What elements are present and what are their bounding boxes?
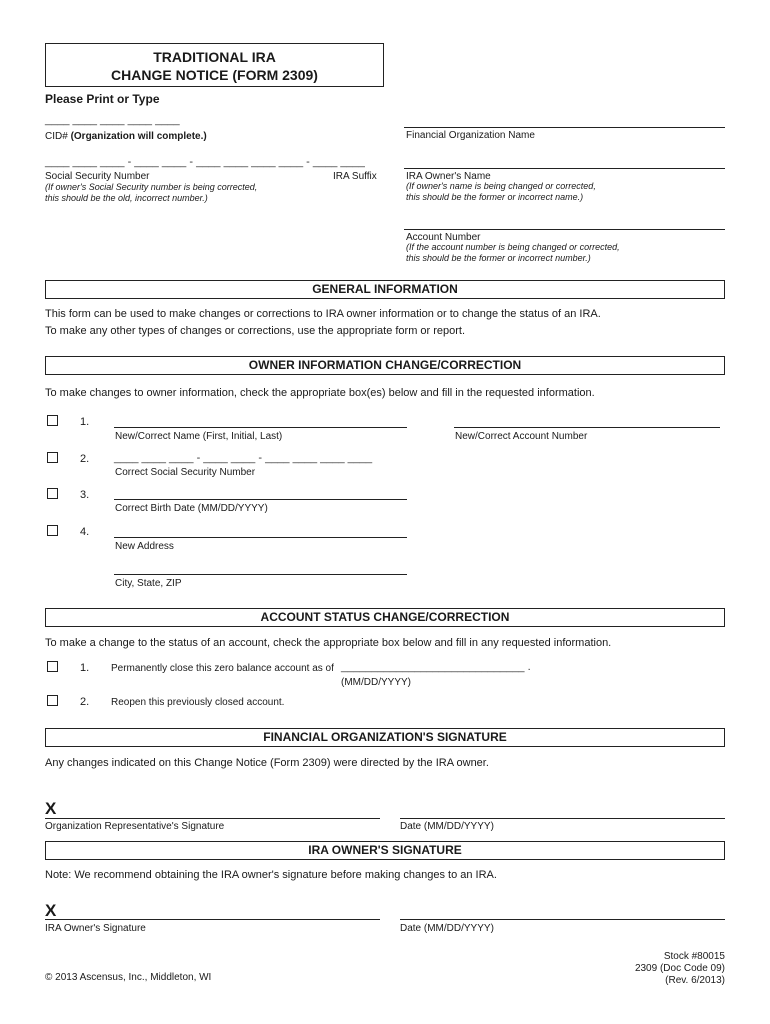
item4-number: 4.: [80, 526, 90, 538]
birth-date-checkbox[interactable]: [47, 488, 58, 499]
owner-sig-label: IRA Owner's Signature: [45, 923, 146, 934]
new-address-line[interactable]: [114, 537, 407, 538]
new-address-checkbox[interactable]: [47, 525, 58, 536]
owner-change-header: OWNER INFORMATION CHANGE/CORRECTION: [45, 356, 725, 375]
new-name-label: New/Correct Name (First, Initial, Last): [115, 431, 283, 442]
stock-number: Stock #80015: [663, 951, 725, 962]
fin-sig-date-label: Date (MM/DD/YYYY): [400, 821, 494, 832]
owner-name-note-line1: (If owner's name is being changed or corrected,: [406, 181, 596, 191]
cid-blanks[interactable]: ____ ____ ____ ____ ____: [45, 114, 180, 126]
owner-name-note-line2: this should be the former or incorrect name.): [406, 192, 584, 202]
owner-sig-note: Note: We recommend obtaining the IRA owner's signature before making changes to an IRA.: [45, 869, 497, 881]
owner-name-line[interactable]: [404, 168, 725, 169]
fin-sig-header: FINANCIAL ORGANIZATION'S SIGNATURE: [45, 728, 725, 747]
form-title-line1: TRADITIONAL IRA: [153, 49, 276, 65]
owner-sig-date-line[interactable]: [400, 919, 725, 920]
owner-change-intro: To make changes to owner information, check the appropriate box(es) below and fill in the requested information.: [45, 387, 595, 399]
fin-sig-line[interactable]: [45, 818, 380, 819]
city-state-zip-label: City, State, ZIP: [115, 578, 182, 589]
status-item2-number: 2.: [80, 696, 90, 708]
owner-sig-header: IRA OWNER'S SIGNATURE: [45, 841, 725, 860]
ssn-note: [45, 182, 257, 204]
new-name-line[interactable]: [114, 427, 407, 428]
doc-code: 2309 (Doc Code 09): [634, 963, 725, 974]
close-date-hint: (MM/DD/YYYY): [341, 677, 411, 688]
correct-ssn-checkbox[interactable]: [47, 452, 58, 463]
reopen-account-text: Reopen this previously closed account.: [111, 697, 285, 708]
new-address-label: New Address: [115, 541, 174, 552]
account-status-intro: To make a change to the status of an account, check the appropriate box below and fill in any requested information.: [45, 637, 612, 649]
fin-org-name-line[interactable]: [404, 127, 725, 128]
stock-block: [635, 951, 725, 987]
cid-label: [45, 131, 207, 142]
owner-sig-date-label: Date (MM/DD/YYYY): [400, 923, 494, 934]
new-account-number-label: New/Correct Account Number: [455, 431, 588, 442]
owner-name-label: IRA Owner's Name: [406, 171, 491, 182]
general-info-line1: This form can be used to make changes or corrections to IRA owner information or to change the status of an IRA.: [45, 308, 601, 320]
fin-sig-x-mark: X: [45, 799, 57, 818]
owner-sig-line[interactable]: [45, 919, 380, 920]
new-name-checkbox[interactable]: [47, 415, 58, 426]
owner-name-note: [406, 181, 596, 203]
ira-suffix-label: IRA Suffix: [333, 171, 377, 182]
item2-number: 2.: [80, 453, 90, 465]
reopen-account-checkbox[interactable]: [47, 695, 58, 706]
ssn-label: Social Security Number: [45, 171, 150, 182]
status-item1-number: 1.: [80, 662, 90, 674]
fin-sig-date-line[interactable]: [400, 818, 725, 819]
item1-number: 1.: [80, 416, 90, 428]
form-title-line2: CHANGE NOTICE (FORM 2309): [111, 67, 318, 83]
fin-sig-label: Organization Representative's Signature: [45, 821, 225, 832]
account-number-note-line1: (If the account number is being changed or corrected,: [406, 242, 620, 252]
revision: (Rev. 6/2013): [665, 975, 725, 986]
correct-ssn-label: Correct Social Security Number: [115, 467, 256, 478]
item3-number: 3.: [80, 489, 90, 501]
form-title-box: [45, 43, 384, 87]
general-info-header: GENERAL INFORMATION: [45, 280, 725, 299]
general-info-line2: To make any other types of changes or corrections, use the appropriate form or report.: [45, 325, 466, 337]
close-account-checkbox[interactable]: [47, 661, 58, 672]
account-number-note-line2: this should be the former or incorrect number.): [406, 253, 591, 263]
fin-sig-text: Any changes indicated on this Change Notice (Form 2309) were directed by the IRA owner.: [45, 757, 489, 769]
print-note: Please Print or Type: [45, 92, 160, 106]
ssn-blanks[interactable]: ____ ____ ____ - ____ ____ - ____ ____ ____ ____ - ____ ____: [45, 156, 365, 168]
cid-label-prefix: CID#: [45, 131, 68, 142]
fin-org-name-label: Financial Organization Name: [406, 130, 535, 141]
birth-date-line[interactable]: [114, 499, 407, 500]
account-status-header: ACCOUNT STATUS CHANGE/CORRECTION: [45, 608, 725, 627]
cid-label-note: (Organization will complete.): [70, 131, 207, 142]
correct-ssn-blanks[interactable]: ____ ____ ____ - ____ ____ - ____ ____ ____ ____: [114, 452, 373, 464]
owner-sig-x-mark: X: [45, 901, 57, 920]
ssn-note-line1: (If owner's Social Security number is being corrected,: [45, 182, 258, 192]
close-date-blank[interactable]: ______________________________ .: [341, 661, 531, 673]
account-number-note: [406, 242, 620, 264]
account-number-label: Account Number: [406, 232, 481, 243]
account-number-line[interactable]: [404, 229, 725, 230]
close-account-text: Permanently close this zero balance account as of: [111, 663, 334, 674]
city-state-zip-line[interactable]: [114, 574, 407, 575]
new-account-number-line[interactable]: [454, 427, 720, 428]
ssn-note-line2: this should be the old, incorrect number.): [45, 193, 208, 203]
copyright-text: © 2013 Ascensus, Inc., Middleton, WI: [45, 972, 212, 983]
birth-date-label: Correct Birth Date (MM/DD/YYYY): [115, 503, 268, 514]
